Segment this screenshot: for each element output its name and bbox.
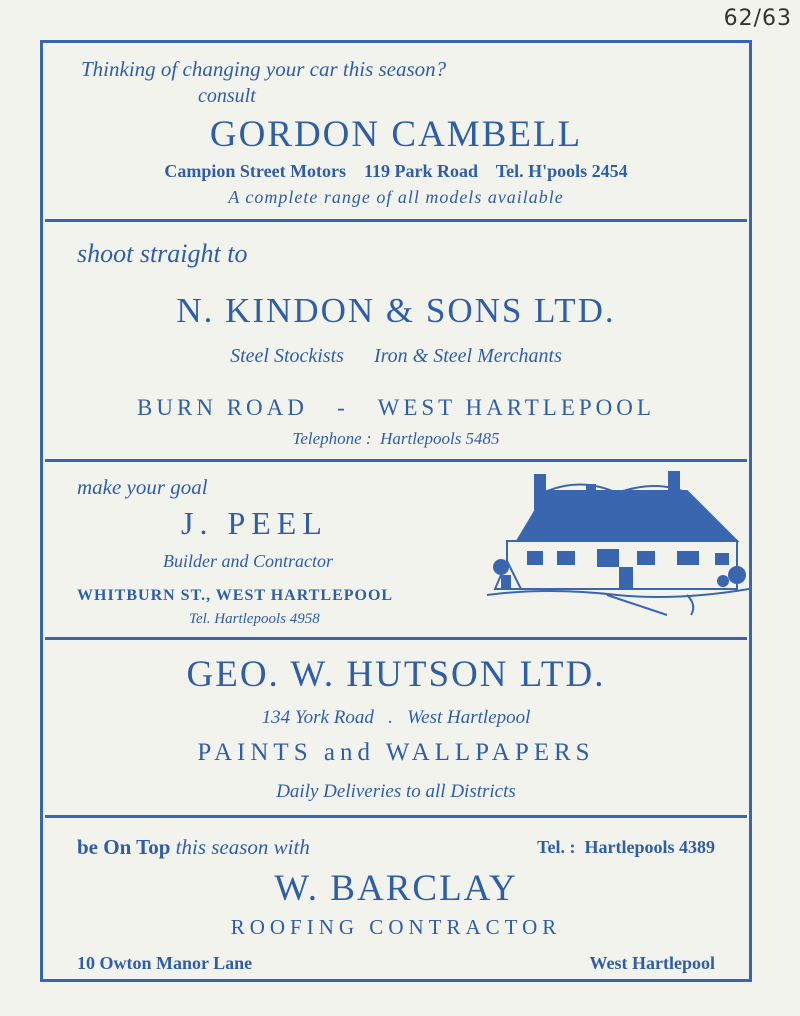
ad5-telephone: Tel. : Hartlepools 4389 xyxy=(537,837,715,857)
page-number: 62/63 xyxy=(723,6,792,31)
ad2-business-name: N. KINDON & SONS LTD. xyxy=(176,291,616,330)
ad3-business-name: J. PEEL xyxy=(181,505,328,541)
ad5-business-name: W. BARCLAY xyxy=(274,868,518,909)
ad4-address: 134 York Road . West Hartlepool xyxy=(261,707,531,728)
advert-n-kindon xyxy=(43,223,749,461)
ad5-town: West Hartlepool xyxy=(589,953,715,973)
divider-4 xyxy=(45,815,747,818)
ad2-services: Steel Stockists Iron & Steel Merchants xyxy=(230,345,562,367)
ad5-tagline xyxy=(77,835,310,860)
ad5-tagline-rest: this season with xyxy=(170,835,310,859)
ad1-consult: consult xyxy=(198,85,256,107)
advert-geo-hutson xyxy=(43,641,749,815)
ad4-deliveries: Daily Deliveries to all Districts xyxy=(276,781,516,802)
ad5-address: 10 Owton Manor Lane xyxy=(77,953,253,973)
ad5-trade: ROOFING CONTRACTOR xyxy=(230,915,562,939)
ad2-telephone: Telephone : Hartlepools 5485 xyxy=(292,429,500,448)
advert-w-barclay xyxy=(43,819,749,979)
ad1-details-line: Campion Street Motors 119 Park Road Tel. H'pools 2454 xyxy=(164,161,628,181)
advert-j-peel xyxy=(43,463,749,635)
ad1-tagline: Thinking of changing your car this season? xyxy=(81,57,447,81)
ad5-tagline-emphasis: be On Top xyxy=(77,835,171,859)
ad1-business-name: GORDON CAMBELL xyxy=(209,114,583,155)
ad3-address: WHITBURN ST., WEST HARTLEPOOL xyxy=(77,587,394,604)
ad3-trade: Builder and Contractor xyxy=(163,551,333,571)
ad1-range: A complete range of all models available xyxy=(228,187,564,207)
divider-3 xyxy=(45,637,747,640)
divider-1 xyxy=(45,219,747,222)
ad4-products: PAINTS and WALLPAPERS xyxy=(197,739,595,766)
advert-gordon-cambell xyxy=(43,43,749,221)
advert-page-frame xyxy=(40,40,752,982)
ad3-telephone: Tel. Hartlepools 4958 xyxy=(189,611,320,627)
ad2-address: BURN ROAD - WEST HARTLEPOOL xyxy=(137,395,655,420)
ad4-business-name: GEO. W. HUTSON LTD. xyxy=(186,654,606,695)
ad3-tagline: make your goal xyxy=(77,475,208,499)
divider-2 xyxy=(45,459,747,462)
ad2-tagline: shoot straight to xyxy=(77,239,248,268)
cottage-illustration-icon xyxy=(487,471,749,617)
